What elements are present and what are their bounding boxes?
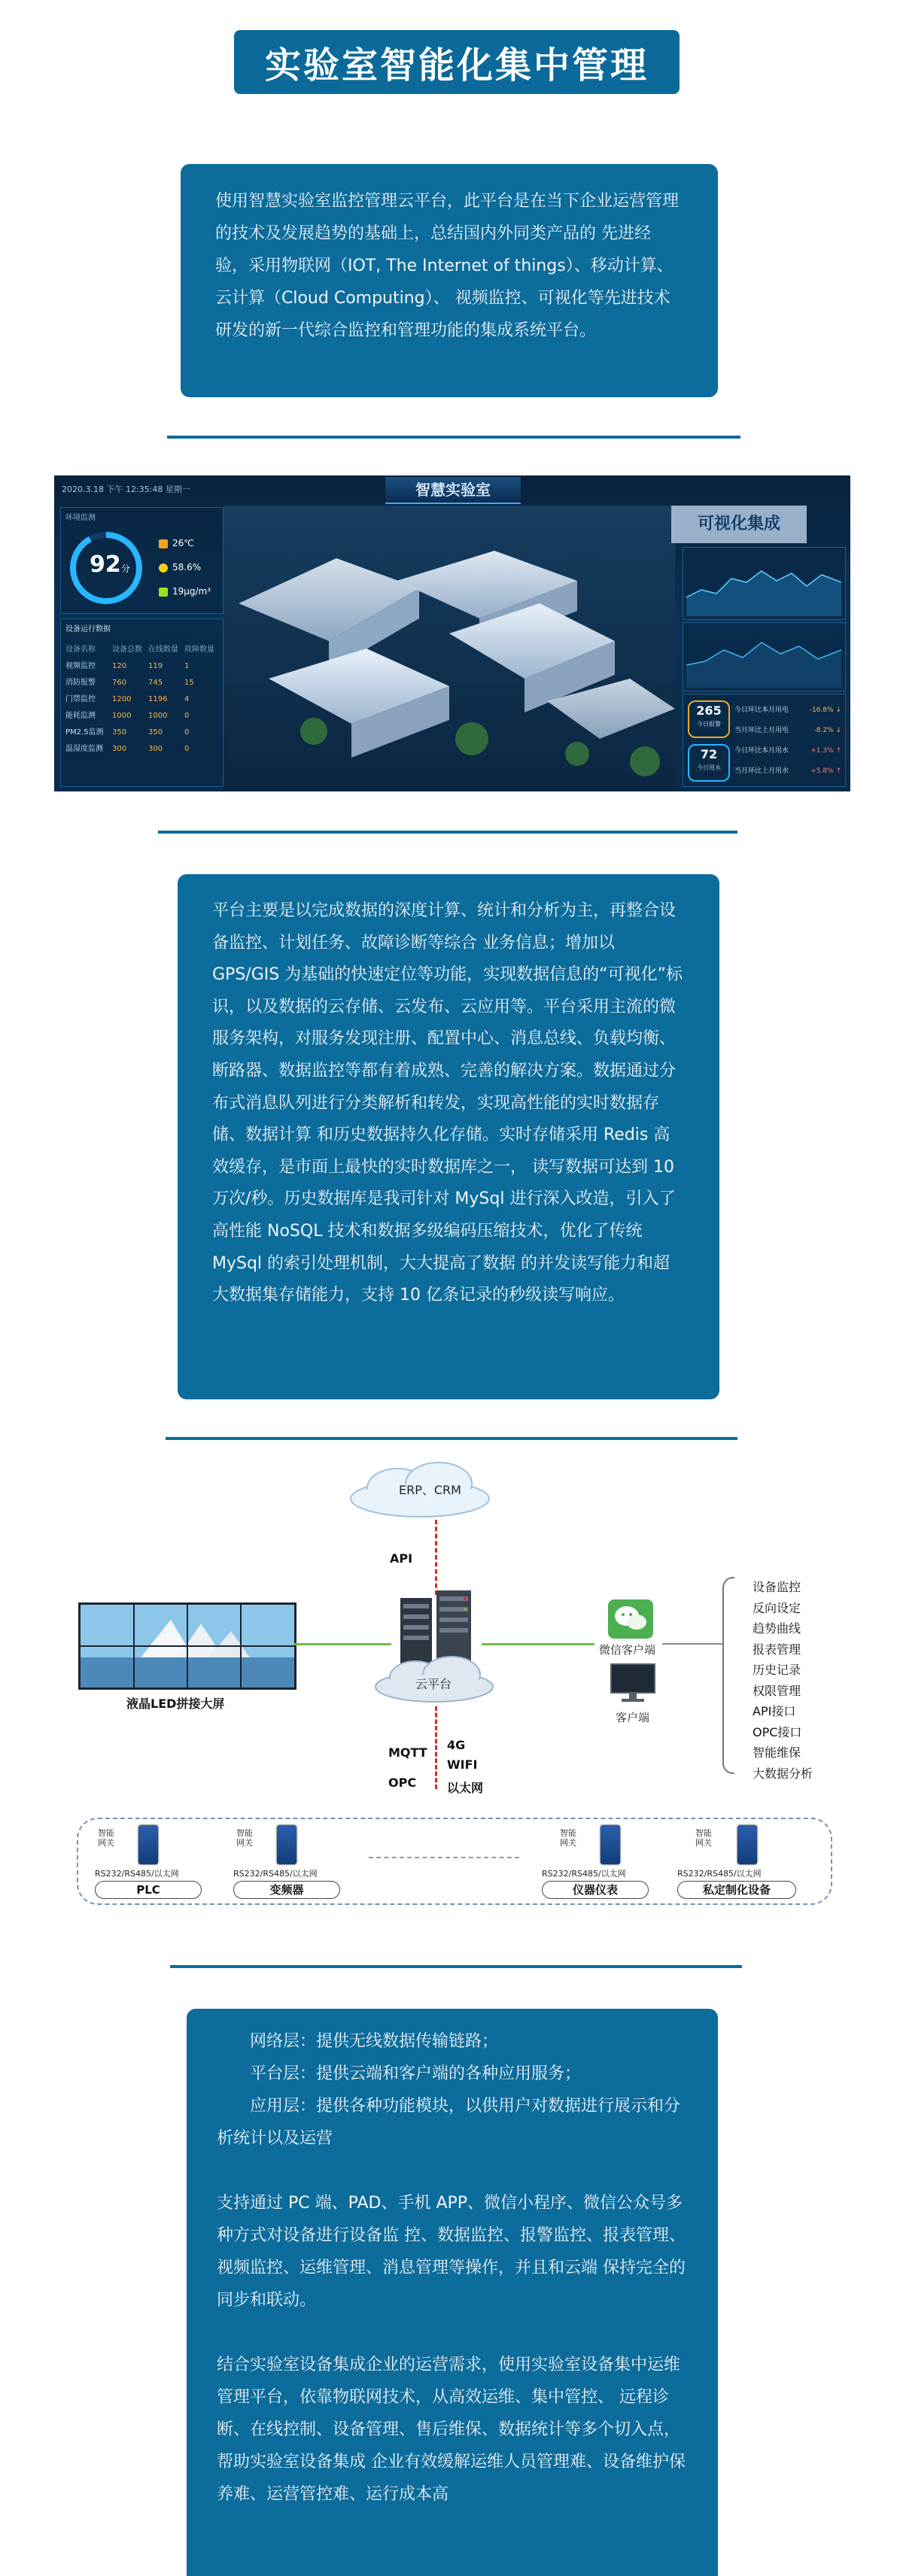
- page-title: 实验室智能化集中管理: [234, 30, 680, 94]
- net-4g-label: 4G: [447, 1738, 466, 1752]
- device-total: 760: [112, 679, 127, 687]
- layers-card: [187, 2009, 718, 2576]
- port-label: RS232/RS485/以太网: [95, 1869, 179, 1879]
- device-table: [65, 642, 220, 758]
- device-unit-inverter: [233, 1824, 346, 1896]
- metric-humidity: 58.6%: [172, 562, 202, 573]
- device-fault: 15: [184, 679, 194, 687]
- device-fault: 0: [184, 745, 190, 753]
- score-value: 92: [90, 551, 121, 578]
- visual-integration-label: 可视化集成: [671, 506, 807, 543]
- stat-row: [734, 700, 841, 721]
- device-unit-instrument: [542, 1824, 655, 1896]
- device-fault: 1: [184, 662, 190, 670]
- device-panel-title: 设备运行数据: [65, 625, 111, 633]
- env-panel-title: 环境监测: [65, 514, 96, 522]
- stat-row: [734, 761, 841, 782]
- kpi-hex-2: [688, 744, 730, 782]
- kpi-1-value: 265: [696, 703, 722, 718]
- device-total: 300: [112, 745, 127, 753]
- device-table-row: [65, 724, 220, 741]
- kpi-1-caption: 今日报警: [697, 721, 721, 728]
- function-item: 反向设定: [753, 1600, 801, 1615]
- gateway-label: 智能网关: [695, 1828, 712, 1848]
- gateway-label: 智能网关: [236, 1828, 253, 1848]
- device-dots: [369, 1857, 519, 1858]
- function-list: [753, 1577, 813, 1784]
- cloud-platform-label: 云平台: [415, 1677, 452, 1691]
- device-panel: [60, 618, 223, 787]
- function-item: 报表管理: [753, 1642, 801, 1657]
- device-online: 350: [148, 728, 163, 737]
- led-screen-image: [81, 1605, 294, 1687]
- function-item: API接口: [753, 1704, 796, 1718]
- opc-label: OPC: [388, 1776, 417, 1790]
- platform-text: 平台主要是以完成数据的深度计算、统计和分析为主，再整合设备监控、计划任务、故障诊断等综合 业务信息；增加以 GPS/GIS 为基础的快速定位等功能，实现数据信息的“可视化”标识，以及数据的云存储、云发布、云应用等。平台采用主流的微服务架构，对服务发现注册、配置中心、消息总线、负载均衡、断路器、数据监控等都有着成熟、完善的解决方案。数据通过分布式消息队列进行分类解析和转发，实现高性能的实时数据存储、数据计算 和历史数据持久化存储。实时存储采用 Redis 高效缓存，是市面上最快的实时数据库之一， 读写数据可达到 10 万次/秒。历史数据库是我司针对 MySql 进行深入改造，引入了高性能 NoSQL 技术和数据多级编码压缩技术，优化了传统 MySql 的索引处理机制，大大提高了数据 的并发读写能力和超大数据集存储能力，支持 10 亿条记录的秒级读写响应。: [212, 901, 683, 1305]
- device-online: 300: [148, 745, 163, 753]
- stat-label: 今日环比本月用电: [734, 706, 789, 714]
- led-screen-label: 液晶LED拼接大屏: [126, 1697, 225, 1711]
- erp-label: ERP、CRM: [399, 1483, 461, 1497]
- network-link: [435, 1706, 437, 1789]
- port-label: RS232/RS485/以太网: [233, 1869, 318, 1879]
- metric-pm: 19μg/m³: [172, 586, 211, 597]
- function-item: OPC接口: [753, 1724, 802, 1739]
- device-online: 1196: [148, 695, 168, 703]
- gateway-icon: [737, 1825, 757, 1864]
- layer-platform: 平台层：提供云端和客户端的各种应用服务；: [250, 2064, 582, 2083]
- function-item: 历史记录: [753, 1663, 801, 1677]
- dashboard-title: 智慧实验室: [385, 477, 521, 504]
- device-total: 1200: [112, 695, 132, 703]
- device-name: 门禁监控: [65, 695, 96, 703]
- metric-temp-icon: [159, 539, 168, 548]
- kpi-2-caption: 今日用水: [697, 764, 721, 771]
- device-unit-plc: [95, 1824, 208, 1896]
- device-table-row: [65, 658, 220, 675]
- device-total: 1000: [112, 712, 132, 720]
- stat-value: +5.8% ↑: [810, 767, 841, 775]
- gateway-icon: [138, 1825, 158, 1864]
- intro-card: [181, 164, 718, 397]
- device-name: 消防报警: [65, 679, 96, 687]
- device-header-online: 在线数量: [148, 646, 178, 654]
- platform-card: [178, 874, 719, 1399]
- divider-4: [170, 1965, 742, 1968]
- api-link: [435, 1520, 437, 1595]
- stat-value: -8.2% ↓: [813, 727, 841, 734]
- kpi-hex-1: [688, 700, 730, 738]
- trend-chart-2: [686, 627, 841, 688]
- device-box-inverter: 变频器: [233, 1881, 340, 1899]
- divider-1: [167, 436, 740, 439]
- trend-chart-1: [686, 552, 841, 616]
- device-header-name: 设备名称: [65, 646, 96, 654]
- gateway-icon: [277, 1825, 296, 1864]
- stat-label: 当月环比上月用电: [734, 727, 789, 734]
- trend-panel-1: [683, 547, 846, 620]
- mqtt-label: MQTT: [388, 1745, 427, 1760]
- device-name: 能耗监测: [65, 712, 96, 720]
- device-name: 温湿度监测: [65, 745, 103, 753]
- function-item: 智能维保: [753, 1745, 801, 1760]
- dashboard-datetime: 2020.3.18 下午 12:35:48 星期一: [62, 485, 190, 494]
- function-bracket: [722, 1577, 734, 1774]
- device-online: 745: [148, 679, 163, 687]
- device-header-fault: 故障数量: [184, 646, 214, 654]
- trend-panel-2: [683, 622, 846, 691]
- port-label: RS232/RS485/以太网: [542, 1869, 626, 1879]
- metric-humidity-icon: [159, 564, 168, 573]
- wechat-label: 微信客户端: [599, 1643, 656, 1657]
- gateway-label: 智能网关: [98, 1828, 114, 1848]
- device-online: 1000: [148, 712, 168, 720]
- net-eth-label: 以太网: [447, 1781, 484, 1795]
- metric-temp: 26℃: [172, 538, 194, 548]
- layer-combine: 结合实验室设备集成企业的运营需求，使用实验室设备集中运维管理平台，依靠物联网技术，从高效运维、集中管控、 远程诊断、在线控制、设备管理、售后维保、数据统计等多个切入点，帮助实验室设备集成 企业有效缓解运维人员管理难、设备维护保养难、运营管控难、运行成本高: [217, 2356, 686, 2504]
- function-item: 设备监控: [753, 1580, 801, 1594]
- device-fault: 0: [184, 712, 190, 720]
- stat-value: +1.3% ↑: [810, 747, 841, 755]
- device-header-total: 设备总数: [112, 646, 142, 654]
- intro-text: 使用智慧实验室监控管理云平台，此平台是在当下企业运营管理的技术及发展趋势的基础上，总结国内外同类产品的 先进经验，采用物联网（IOT, The Internet of things）、移动计算、云计算（Cloud Computing）、 视频监控、可视化等先进技术研发的新一代综合监控和管理功能的集成系统平台。: [215, 192, 680, 340]
- dashboard-screenshot: [54, 475, 850, 791]
- device-box-plc: PLC: [95, 1881, 202, 1899]
- device-box-custom: 私定制化设备: [677, 1881, 796, 1899]
- device-box-instrument: 仪器仪表: [542, 1881, 649, 1899]
- device-table-row: [65, 691, 220, 708]
- campus-3d-illustration: [223, 506, 675, 791]
- kpi-2-value: 72: [700, 747, 718, 761]
- client-label: 客户端: [616, 1711, 650, 1724]
- device-unit-custom: [677, 1824, 805, 1896]
- divider-2: [158, 831, 737, 834]
- link-screen-server: [293, 1643, 391, 1645]
- api-label: API: [390, 1551, 413, 1566]
- link-clients-bracket: [662, 1643, 722, 1645]
- function-item: 大数据分析: [753, 1766, 813, 1781]
- stat-label: 今日环比本月用水: [734, 747, 789, 755]
- device-name: 视频监控: [65, 662, 96, 670]
- device-total: 120: [112, 662, 127, 670]
- device-total: 350: [112, 728, 127, 737]
- env-panel: [60, 507, 223, 614]
- device-table-row: [65, 741, 220, 758]
- gateway-icon: [601, 1825, 620, 1864]
- stat-row: [734, 741, 841, 761]
- device-fault: 4: [184, 695, 190, 703]
- net-wifi-label: WIFI: [447, 1757, 478, 1772]
- divider-3: [166, 1437, 737, 1440]
- device-fault: 0: [184, 728, 190, 737]
- gateway-label: 智能网关: [560, 1828, 576, 1848]
- link-server-clients: [482, 1643, 594, 1645]
- kpi-panel: [683, 694, 846, 787]
- device-online: 119: [148, 662, 163, 670]
- layer-support: 支持通过 PC 端、PAD、手机 APP、微信小程序、微信公众号多种方式对设备进行设备监 控、数据监控、报警监控、报表管理、视频监控、运维管理、消息管理等操作，并且和云端 保持完全的同步和联动。: [217, 2194, 686, 2310]
- monitor-icon: [610, 1663, 656, 1705]
- layer-application: 应用层：提供各种功能模块，以供用户对数据进行展示和分析统计以及运营: [217, 2097, 681, 2148]
- metric-pm-icon: [159, 588, 168, 597]
- device-table-row: [65, 675, 220, 691]
- score-unit: 分: [121, 564, 131, 574]
- device-table-header: [65, 642, 220, 658]
- stat-value: -16.8% ↓: [809, 706, 841, 714]
- led-screen-wall: [78, 1602, 296, 1690]
- function-item: 权限管理: [753, 1683, 801, 1698]
- device-table-row: [65, 708, 220, 724]
- stat-list: [734, 700, 841, 782]
- stat-label: 当月环比上月用水: [734, 767, 789, 775]
- layer-network: 网络层：提供无线数据传输链路；: [250, 2032, 499, 2051]
- function-item: 趋势曲线: [753, 1621, 801, 1636]
- port-label: RS232/RS485/以太网: [677, 1869, 762, 1879]
- wechat-icon: [608, 1599, 653, 1639]
- stat-row: [734, 721, 841, 741]
- device-name: PM2.5监测: [65, 728, 104, 737]
